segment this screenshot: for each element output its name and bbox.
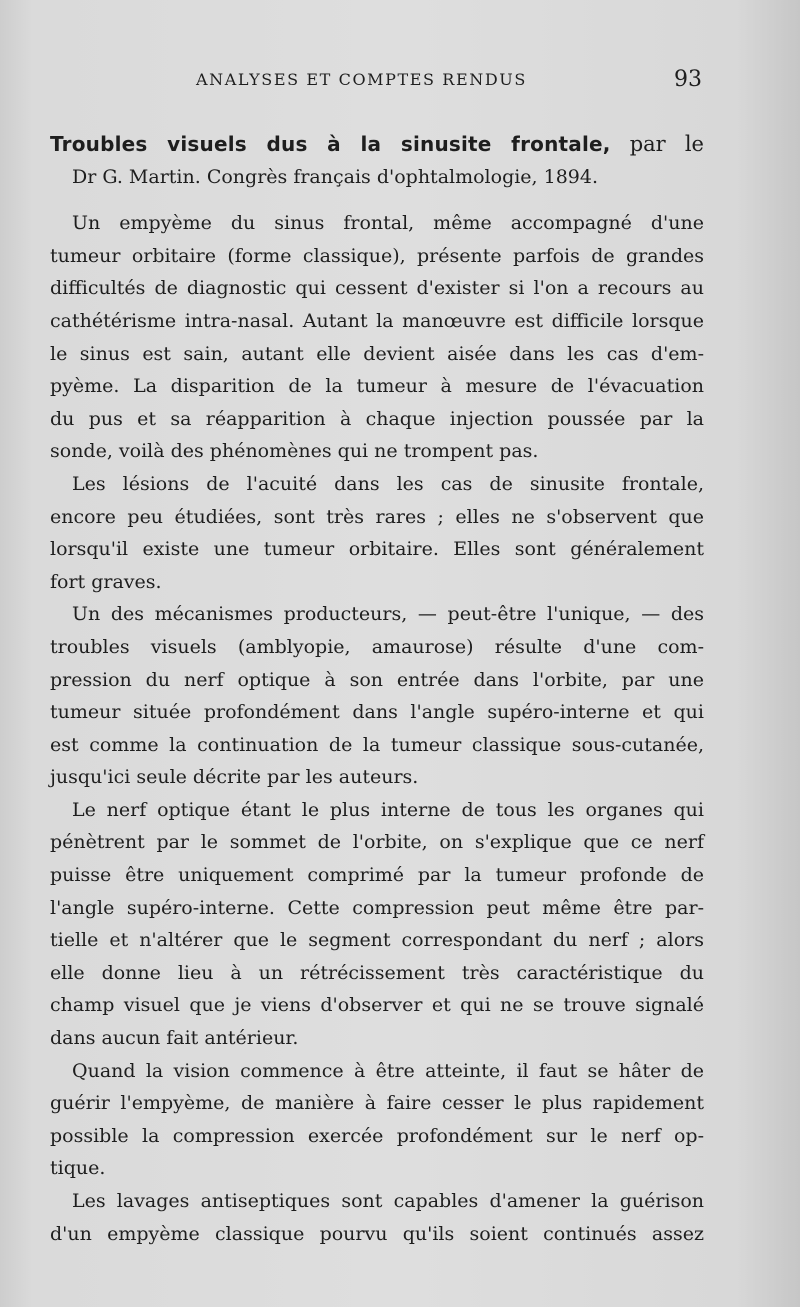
article-title: Troubles visuels dus à la sinusite frontale,: [50, 132, 611, 156]
text-line: difficultés de diagnostic qui cessent d'exister si l'on a recours au: [50, 277, 704, 300]
text-line: jusqu'ici seule décrite par les auteurs.: [50, 766, 419, 789]
text-line: Les lavages antiseptiques sont capables d'amener la guérison: [72, 1190, 704, 1212]
text-line: encore peu étudiées, sont très rares ; elles ne s'observent que: [50, 505, 704, 528]
article-title-author-prefix: par le: [610, 132, 704, 156]
text-line: tielle et n'altérer que le segment correspondant du nerf ; alors: [50, 929, 704, 952]
article-byline: Dr G. Martin. Congrès français d'ophtalmologie, 1894.: [72, 165, 599, 188]
running-title: ANALYSES ET COMPTES RENDUS: [196, 70, 527, 89]
text-line: pénètrent par le sommet de l'orbite, on s'explique que ce nerf: [50, 831, 704, 854]
text-line: troubles visuels (amblyopie, amaurose) résulte d'une com-: [50, 635, 704, 658]
text-line: cathétérisme intra-nasal. Autant la manœuvre est difficile lorsque: [50, 309, 704, 332]
text-line: est comme la continuation de la tumeur classique sous-cutanée,: [50, 733, 704, 756]
text-line: lorsqu'il existe une tumeur orbitaire. Elles sont généralement: [50, 538, 704, 561]
text-line: l'angle supéro-interne. Cette compression peut même être par-: [50, 896, 704, 919]
text-line: puisse être uniquement comprimé par la tumeur profonde de: [50, 864, 704, 887]
text-line: champ visuel que je viens d'observer et qui ne se trouve signalé: [50, 994, 704, 1017]
text-line: possible la compression exercée profondément sur le nerf op-: [50, 1124, 704, 1147]
text-line: tumeur située profondément dans l'angle supéro-interne et qui: [50, 701, 704, 724]
text-line: Les lésions de l'acuité dans les cas de sinusite frontale,: [72, 472, 704, 495]
text-line: fort graves.: [50, 570, 162, 593]
text-line: d'un empyème classique pourvu qu'ils soient continués assez: [50, 1222, 704, 1245]
text-line: Le nerf optique étant le plus interne de tous les organes qui: [72, 798, 704, 821]
article-body: [50, 128, 704, 1250]
text-line: tique.: [50, 1157, 106, 1180]
text-line: pression du nerf optique à son entrée dans l'orbite, par une: [50, 668, 704, 691]
text-line: Quand la vision commence à être atteinte, il faut se hâter de: [72, 1059, 704, 1082]
text-line: Un empyème du sinus frontal, même accompagné d'une: [72, 212, 704, 235]
text-line: tumeur orbitaire (forme classique), présente parfois de grandes: [50, 244, 704, 267]
text-line: pyème. La disparition de la tumeur à mesure de l'évacuation: [50, 375, 704, 398]
text-line: du pus et sa réapparition à chaque injection poussée par la: [50, 407, 704, 430]
page-number: 93: [674, 67, 702, 92]
text-line: elle donne lieu à un rétrécissement très caractéristique du: [50, 961, 704, 984]
text-line: guérir l'empyème, de manière à faire cesser le plus rapidement: [50, 1092, 704, 1115]
running-header: [0, 65, 800, 95]
title-spacing: [50, 193, 704, 207]
text-line: Un des mécanismes producteurs, — peut-être l'unique, — des: [72, 603, 704, 626]
text-line: sonde, voilà des phénomènes qui ne trompent pas.: [50, 440, 539, 463]
text-line: dans aucun fait antérieur.: [50, 1027, 299, 1050]
article-title-line: [50, 128, 704, 161]
text-line: le sinus est sain, autant elle devient aisée dans les cas d'em-: [50, 342, 704, 365]
